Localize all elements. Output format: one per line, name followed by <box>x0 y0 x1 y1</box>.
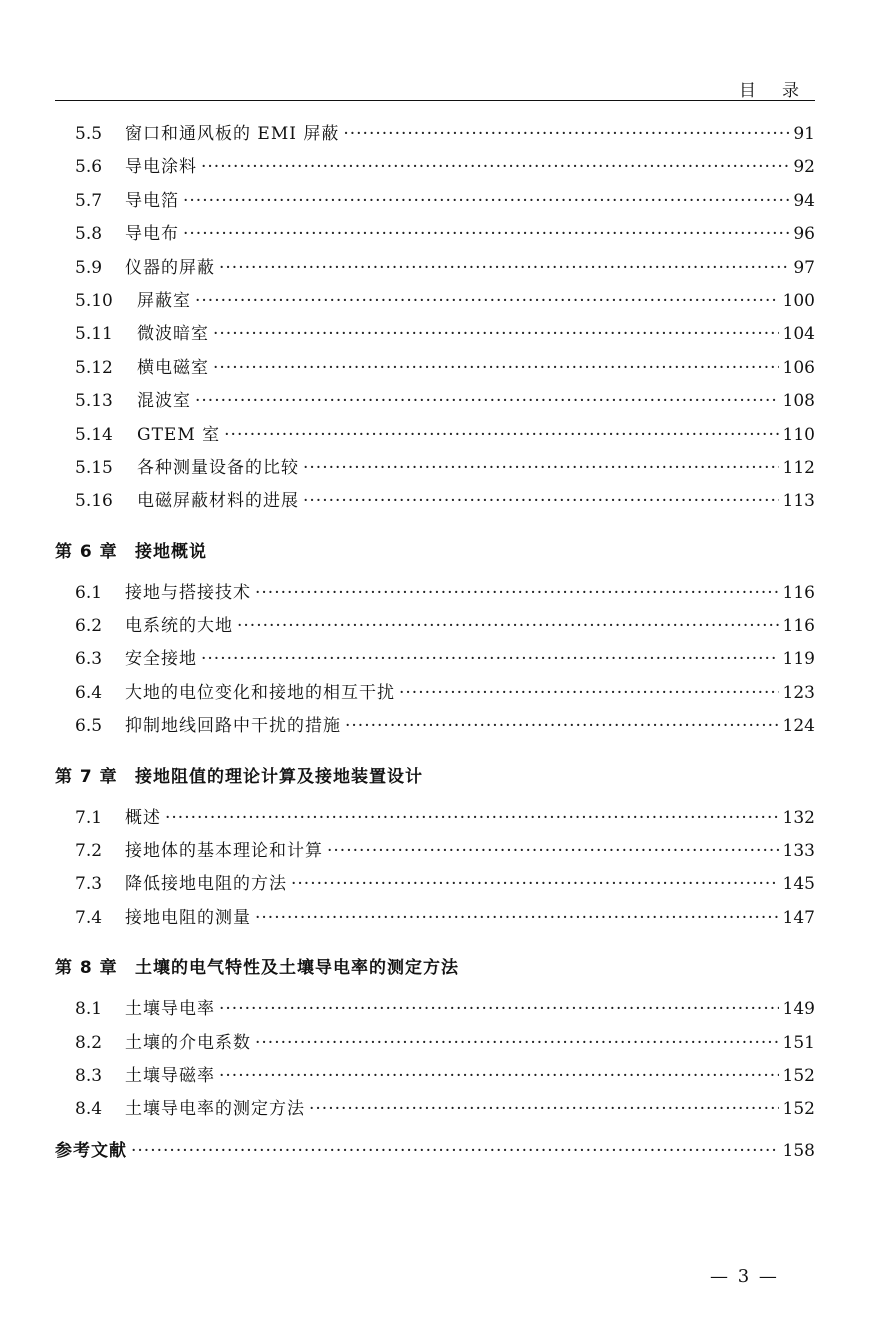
section-number: 5.10 <box>75 290 113 311</box>
toc-entry[interactable] <box>55 710 815 743</box>
section-number: 5.16 <box>75 491 113 512</box>
section-number: 8.2 <box>75 1032 103 1053</box>
section-title: 接地体的基本理论和计算 <box>125 841 323 862</box>
page-ref: 124 <box>782 716 815 737</box>
chapter-number: 第 8 章 <box>55 958 118 979</box>
running-header: 目录 <box>739 81 825 101</box>
section-number: 5.6 <box>75 157 103 178</box>
section-title: GTEM 室 <box>137 424 221 445</box>
section-number: 5.13 <box>75 391 113 412</box>
section-number: 6.1 <box>75 582 103 603</box>
toc-entry[interactable] <box>55 118 815 151</box>
toc-entry[interactable] <box>55 352 815 385</box>
dot-leader <box>327 835 779 868</box>
chapter-number: 第 6 章 <box>55 541 118 562</box>
toc-entry[interactable] <box>55 252 815 285</box>
references-title: 参考文献 <box>55 1140 127 1161</box>
section-title: 电磁屏蔽材料的进展 <box>137 491 299 512</box>
page-ref: 123 <box>782 682 815 703</box>
page-ref: 97 <box>793 257 815 278</box>
section-number: 5.8 <box>75 224 103 245</box>
chapter-title: 土壤的电气特性及土壤导电率的测定方法 <box>135 958 459 979</box>
section-title: 降低接地电阻的方法 <box>125 874 287 895</box>
section-title: 土壤导电率 <box>125 999 215 1020</box>
page-ref: 132 <box>782 807 815 828</box>
section-number: 8.1 <box>75 999 103 1020</box>
section-title: 土壤导电率的测定方法 <box>125 1099 305 1120</box>
dot-leader <box>255 1027 779 1060</box>
toc-entry[interactable] <box>55 643 815 676</box>
chapter-heading <box>55 527 815 577</box>
dot-leader <box>309 1093 779 1126</box>
toc-entry[interactable] <box>55 1027 815 1060</box>
section-title: 导电涂料 <box>125 157 197 178</box>
toc-entry[interactable] <box>55 285 815 318</box>
section-title: 混波室 <box>137 391 191 412</box>
page-ref: 106 <box>782 357 815 378</box>
toc-entry[interactable] <box>55 993 815 1026</box>
toc-entry[interactable] <box>55 902 815 935</box>
toc-entry[interactable] <box>55 419 815 452</box>
dot-leader <box>255 577 779 610</box>
dot-leader <box>399 677 779 710</box>
section-number: 6.5 <box>75 716 103 737</box>
section-number: 7.1 <box>75 807 103 828</box>
dot-leader <box>165 802 779 835</box>
section-title: 接地与搭接技术 <box>125 582 251 603</box>
page-ref: 152 <box>782 1099 815 1120</box>
section-number: 5.5 <box>75 124 103 144</box>
section-title: 大地的电位变化和接地的相互干扰 <box>125 682 395 703</box>
section-title: 各种测量设备的比较 <box>137 457 299 478</box>
section-title: 横电磁室 <box>137 357 209 378</box>
page-ref: 110 <box>782 424 815 445</box>
section-title: 抑制地线回路中干扰的措施 <box>125 716 341 737</box>
toc-entry[interactable] <box>55 452 815 485</box>
section-number: 6.4 <box>75 682 103 703</box>
page-ref: 104 <box>782 324 815 345</box>
dot-leader <box>131 1135 779 1168</box>
section-title: 电系统的大地 <box>125 616 233 637</box>
page-ref: 145 <box>782 874 815 895</box>
section-title: 安全接地 <box>125 649 197 670</box>
page-ref: 108 <box>782 391 815 412</box>
toc-entry[interactable] <box>55 1093 815 1126</box>
section-title: 导电布 <box>125 224 179 245</box>
section-number: 5.15 <box>75 457 113 478</box>
page-ref: 133 <box>782 841 815 862</box>
section-number: 5.7 <box>75 190 103 211</box>
dot-leader <box>237 610 779 643</box>
page-ref: 151 <box>782 1032 815 1053</box>
chapter-title: 接地概说 <box>135 541 207 562</box>
page-ref: 91 <box>793 124 815 144</box>
section-number: 5.12 <box>75 357 113 378</box>
toc-entry[interactable] <box>55 835 815 868</box>
page-ref: 92 <box>793 157 815 178</box>
section-number: 8.3 <box>75 1065 103 1086</box>
table-of-contents <box>55 118 815 1168</box>
chapter-title: 接地阻值的理论计算及接地装置设计 <box>135 766 423 787</box>
chapter-heading <box>55 943 815 993</box>
dot-leader <box>224 419 778 452</box>
toc-entry[interactable] <box>55 218 815 251</box>
section-number: 7.3 <box>75 874 103 895</box>
dot-leader <box>213 352 779 385</box>
page-number: — 3 — <box>710 1266 779 1287</box>
dot-leader <box>255 902 779 935</box>
dot-leader <box>219 993 779 1026</box>
section-number: 7.4 <box>75 907 103 928</box>
page-ref: 96 <box>793 224 815 245</box>
dot-leader <box>303 485 779 518</box>
section-title: 导电箔 <box>125 190 179 211</box>
toc-entry-references[interactable] <box>55 1135 815 1168</box>
chapter-heading <box>55 752 815 802</box>
toc-entry[interactable] <box>55 868 815 901</box>
toc-entry[interactable] <box>55 577 815 610</box>
dot-leader <box>201 151 789 184</box>
section-number: 7.2 <box>75 841 103 862</box>
section-number: 5.9 <box>75 257 103 278</box>
section-title: 微波暗室 <box>137 324 209 345</box>
toc-entry[interactable] <box>55 318 815 351</box>
section-number: 5.11 <box>75 324 113 345</box>
page-ref: 94 <box>793 190 815 211</box>
dot-leader <box>303 452 779 485</box>
page-ref: 147 <box>782 907 815 928</box>
dot-leader <box>201 643 779 676</box>
dot-leader <box>343 118 789 151</box>
page-ref: 158 <box>782 1140 815 1161</box>
toc-entry[interactable] <box>55 677 815 710</box>
toc-entry[interactable] <box>55 185 815 218</box>
section-title: 接地电阻的测量 <box>125 907 251 928</box>
section-number: 6.2 <box>75 616 103 637</box>
section-number: 6.3 <box>75 649 103 670</box>
dot-leader <box>345 710 779 743</box>
toc-entry[interactable] <box>55 485 815 518</box>
page-ref: 100 <box>782 290 815 311</box>
toc-entry[interactable] <box>55 802 815 835</box>
section-number: 8.4 <box>75 1099 103 1120</box>
dot-leader <box>291 868 779 901</box>
section-title: 土壤导磁率 <box>125 1065 215 1086</box>
section-title: 概述 <box>125 807 161 828</box>
dot-leader <box>219 252 789 285</box>
section-title: 窗口和通风板的 EMI 屏蔽 <box>125 124 340 144</box>
section-title: 屏蔽室 <box>137 290 191 311</box>
page-ref: 116 <box>782 616 815 637</box>
section-title: 土壤的介电系数 <box>125 1032 251 1053</box>
page-ref: 149 <box>782 999 815 1020</box>
dot-leader <box>195 285 779 318</box>
toc-entry[interactable] <box>55 1060 815 1093</box>
page-ref: 113 <box>782 491 815 512</box>
section-title: 仪器的屏蔽 <box>125 257 215 278</box>
page-ref: 112 <box>782 457 815 478</box>
toc-entry[interactable] <box>55 610 815 643</box>
header-rule <box>55 100 815 101</box>
dot-leader <box>195 385 779 418</box>
toc-entry[interactable] <box>55 151 815 184</box>
section-number: 5.14 <box>75 424 113 445</box>
page-ref: 119 <box>782 649 815 670</box>
dot-leader <box>183 185 789 218</box>
chapter-number: 第 7 章 <box>55 766 118 787</box>
dot-leader <box>213 318 779 351</box>
page-ref: 152 <box>782 1065 815 1086</box>
page-ref: 116 <box>782 582 815 603</box>
dot-leader <box>219 1060 779 1093</box>
dot-leader <box>183 218 789 251</box>
toc-entry[interactable] <box>55 385 815 418</box>
